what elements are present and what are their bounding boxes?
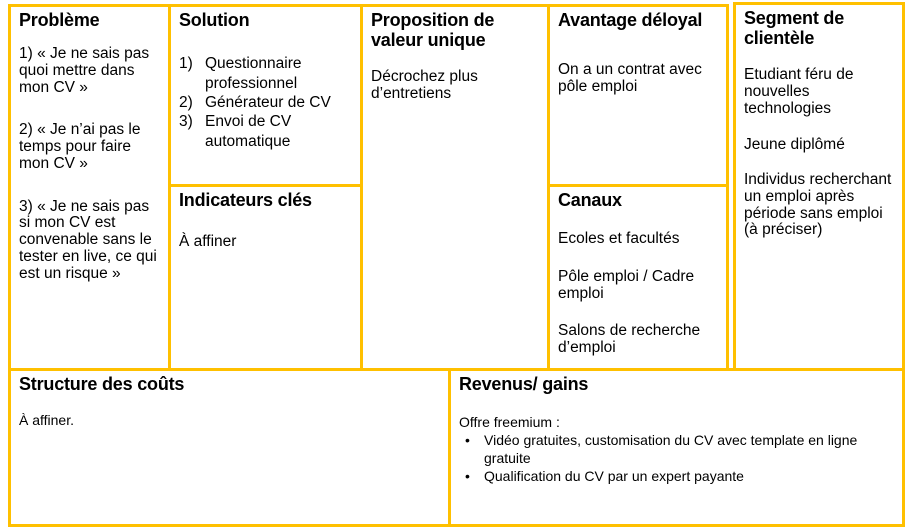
structure-couts-body: À affiner. <box>19 412 75 429</box>
revenus-gains-box <box>448 368 905 527</box>
segment-clientele-item: Individus recherchant un emploi après période sans emploi (à préciser) <box>744 171 892 239</box>
solution-box <box>168 4 363 187</box>
solution-list <box>179 54 352 151</box>
indicateurs-cles-body: À affiner <box>179 233 237 251</box>
revenus-gains-bullet-text: Qualification du CV par un expert payante <box>484 467 744 484</box>
probleme-item: 1) « Je ne sais pas quoi mettre dans mon CV » <box>19 45 150 96</box>
probleme-title: Problème <box>19 10 100 30</box>
revenus-gains-bullet-text: Vidéo gratuites, customisation du CV avec template en ligne gratuite <box>484 432 858 466</box>
probleme-item: 3) « Je ne sais pas si mon CV est convenable sans le tester en live, ce qui est un risque » <box>19 197 157 282</box>
solution-item <box>179 112 352 151</box>
solution-item-text: Questionnaire professionnel <box>205 55 302 92</box>
segment-clientele-box <box>733 2 905 371</box>
solution-title: Solution <box>179 10 250 30</box>
indicateurs-cles-title: Indicateurs clés <box>179 190 312 210</box>
solution-item <box>179 54 352 93</box>
canaux-item: Pôle emploi / Cadre emploi <box>558 267 695 302</box>
segment-clientele-item: Jeune diplômé <box>744 135 845 153</box>
revenus-gains-intro: Offre freemium : <box>459 414 560 431</box>
solution-item-text: Générateur de CV <box>205 93 331 111</box>
bullet-icon: • <box>465 432 470 449</box>
avantage-deloyal-body: On a un contrat avec pôle emploi <box>558 61 702 95</box>
avantage-deloyal-box <box>547 4 729 187</box>
solution-item-number: 1) <box>179 55 193 73</box>
canaux-box <box>547 184 729 371</box>
revenus-gains-bullet-item <box>459 468 894 486</box>
canaux-title: Canaux <box>558 190 622 210</box>
solution-item-number: 2) <box>179 93 193 111</box>
probleme-item: 2) « Je n’ai pas le temps pour faire mon CV » <box>19 121 141 172</box>
canaux-item: Salons de recherche d’emploi <box>558 322 701 357</box>
probleme-box <box>8 4 171 371</box>
revenus-gains-bullet-item <box>459 432 894 468</box>
solution-item <box>179 93 352 112</box>
bullet-icon: • <box>465 467 470 484</box>
structure-couts-box <box>8 368 451 527</box>
segment-clientele-title: Segment de clientèle <box>744 8 845 49</box>
proposition-valeur-body: Décrochez plus d’entretiens <box>371 68 478 103</box>
avantage-deloyal-title: Avantage déloyal <box>558 10 703 30</box>
proposition-valeur-box <box>360 4 550 371</box>
revenus-gains-title: Revenus/ gains <box>459 374 589 394</box>
proposition-valeur-title: Proposition de valeur unique <box>371 10 495 51</box>
canaux-item: Ecoles et facultés <box>558 230 680 248</box>
structure-couts-title: Structure des coûts <box>19 374 185 394</box>
solution-item-number: 3) <box>179 113 193 131</box>
segment-clientele-item: Etudiant féru de nouvelles technologies <box>744 66 854 117</box>
indicateurs-cles-box <box>168 184 363 371</box>
solution-item-text: Envoi de CV automatique <box>205 113 292 150</box>
